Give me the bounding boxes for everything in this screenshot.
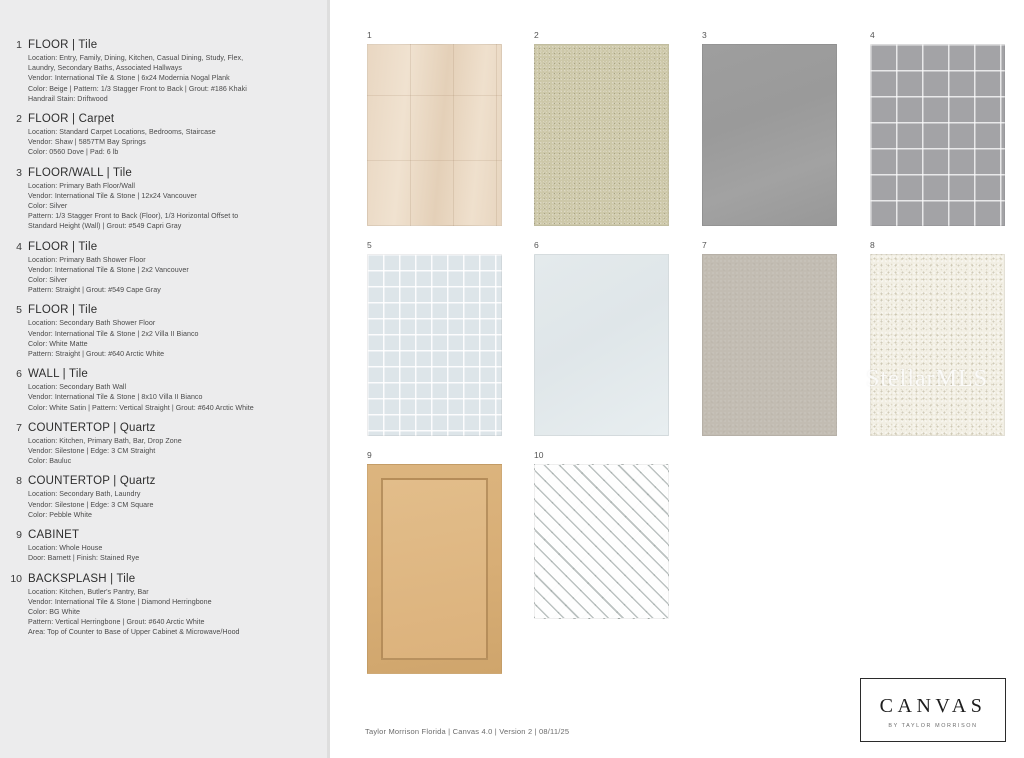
- spec-item-1: [6, 38, 304, 104]
- spec-detail-line: Location: Primary Bath Shower Floor: [28, 255, 146, 264]
- spec-item-10: [6, 572, 304, 638]
- spec-title: COUNTERTOP | Quartz: [28, 421, 156, 434]
- sample-4: [870, 30, 1005, 226]
- spec-title: COUNTERTOP | Quartz: [28, 475, 156, 488]
- spec-title: FLOOR | Tile: [28, 39, 98, 51]
- spec-title: FLOOR | Tile: [28, 240, 98, 253]
- wood-plank-swatch: [367, 44, 502, 226]
- spec-number: 2: [16, 113, 22, 126]
- taupe-quartz-swatch: [702, 254, 837, 436]
- spec-number: 4: [16, 240, 22, 253]
- spec-title: WALL | Tile: [28, 368, 88, 381]
- sample-number: 5: [367, 240, 372, 250]
- sample-number: 1: [367, 30, 372, 40]
- spec-detail-line: Color: White Satin | Pattern: Vertical Straight | Grout: #640 Arctic White: [28, 403, 254, 412]
- spec-number: 8: [16, 475, 22, 488]
- spec-detail-line: Location: Secondary Bath, Laundry: [28, 490, 141, 499]
- sample-3: [702, 30, 837, 226]
- sample-number: 3: [702, 30, 707, 40]
- sample-1: [367, 30, 502, 226]
- sample-number: 8: [870, 240, 875, 250]
- carpet-beige-swatch: [534, 44, 669, 226]
- sample-5: [367, 240, 502, 436]
- watermark: StellarMLS: [866, 366, 988, 392]
- spec-detail-line: Vendor: International Tile & Stone | 2x2 Vancouver: [28, 265, 189, 274]
- spec-item-5: [6, 303, 304, 359]
- spec-detail-line: Location: Whole House: [28, 544, 103, 553]
- spec-title: FLOOR | Carpet: [28, 113, 115, 126]
- spec-item-6: [6, 367, 304, 413]
- spec-detail-line: Vendor: Shaw | 5857TM Bay Springs: [28, 138, 146, 147]
- spec-number: 1: [16, 39, 22, 51]
- spec-detail-line: Location: Primary Bath Floor/Wall: [28, 181, 136, 190]
- spec-detail-line: Location: Kitchen, Primary Bath, Bar, Drop Zone: [28, 436, 182, 445]
- spec-item-4: [6, 240, 304, 296]
- spec-number: 9: [16, 529, 22, 542]
- spec-title: FLOOR/WALL | Tile: [28, 166, 132, 179]
- light-blue-mosaic-swatch: [367, 254, 502, 436]
- herringbone-tile-swatch: [534, 464, 669, 619]
- sample-number: 6: [534, 240, 539, 250]
- white-matte-tile-swatch: [534, 254, 669, 436]
- logo-subtitle: BY TAYLOR MORRISON: [888, 723, 978, 729]
- sample-number: 7: [702, 240, 707, 250]
- gray-grid-tile-swatch: [870, 44, 1005, 226]
- spec-detail-line: Location: Kitchen, Butler's Pantry, Bar: [28, 587, 149, 596]
- spec-detail-line: Vendor: Silestone | Edge: 3 CM Square: [28, 500, 154, 509]
- spec-detail-line: Vendor: International Tile & Stone | 6x24 Modernia Nogal Plank: [28, 74, 230, 83]
- spec-detail-line: Location: Secondary Bath Wall: [28, 383, 127, 392]
- spec-detail-line: Handrail Stain: Driftwood: [28, 94, 108, 103]
- spec-detail-line: Vendor: Silestone | Edge: 3 CM Straight: [28, 447, 156, 456]
- sample-9: [367, 450, 502, 674]
- cabinet-door-frame: [381, 478, 488, 660]
- spec-detail-line: Vendor: International Tile & Stone | 12x24 Vancouver: [28, 191, 197, 200]
- spec-item-7: [6, 421, 304, 467]
- spec-detail-line: Area: Top of Counter to Base of Upper Cabinet & Microwave/Hood: [28, 628, 240, 637]
- white-speckled-quartz-swatch: [870, 254, 1005, 436]
- spec-title: BACKSPLASH | Tile: [28, 572, 136, 585]
- sample-number: 4: [870, 30, 875, 40]
- material-sample-board: [330, 0, 1024, 758]
- sample-10: [534, 450, 669, 619]
- spec-item-2: [6, 112, 304, 158]
- spec-detail-line: Pattern: Vertical Herringbone | Grout: #640 Arctic White: [28, 618, 205, 627]
- spec-detail-line: Color: Silver: [28, 276, 68, 285]
- sample-number: 2: [534, 30, 539, 40]
- wood-cabinet-door-swatch: [367, 464, 502, 674]
- spec-detail-line: Color: Beige | Pattern: 1/3 Stagger Front to Back | Grout: #186 Khaki: [28, 84, 247, 93]
- spec-detail-line: Color: 0560 Dove | Pad: 6 lb: [28, 148, 119, 157]
- gray-solid-tile-swatch: [702, 44, 837, 226]
- spec-detail-line: Color: Pebble White: [28, 510, 93, 519]
- spec-title: FLOOR | Tile: [28, 304, 98, 317]
- sample-2: [534, 30, 669, 226]
- canvas-logo: [860, 678, 1006, 742]
- spec-detail-line: Location: Standard Carpet Locations, Bedrooms, Staircase: [28, 128, 216, 137]
- spec-detail-line: Vendor: International Tile & Stone | 2x2 Villa II Bianco: [28, 329, 199, 338]
- document-footer-note: Taylor Morrison Florida | Canvas 4.0 | Version 2 | 08/11/25: [365, 727, 570, 736]
- spec-detail-line: Pattern: Straight | Grout: #640 Arctic White: [28, 350, 165, 359]
- specification-panel: [0, 0, 330, 758]
- spec-detail-line: Pattern: 1/3 Stagger Front to Back (Floor), 1/3 Horizontal Offset to: [28, 212, 239, 221]
- spec-number: 7: [16, 421, 22, 434]
- spec-number: 6: [16, 368, 22, 381]
- spec-detail-line: Color: White Matte: [28, 339, 88, 348]
- spec-title: CABINET: [28, 529, 80, 542]
- spec-number: 3: [16, 166, 22, 179]
- spec-item-9: [6, 528, 304, 563]
- spec-detail-line: Standard Height (Wall) | Grout: #549 Capri Gray: [28, 222, 182, 231]
- spec-detail-line: Color: Bauluc: [28, 457, 72, 466]
- spec-detail-line: Laundry, Secondary Baths, Associated Hallways: [28, 64, 182, 73]
- spec-detail-line: Vendor: International Tile & Stone | 8x10 Villa II Bianco: [28, 393, 203, 402]
- spec-number: 10: [10, 572, 22, 585]
- spec-item-3: [6, 166, 304, 232]
- spec-detail-line: Color: Silver: [28, 202, 68, 211]
- spec-detail-line: Vendor: International Tile & Stone | Diamond Herringbone: [28, 597, 212, 606]
- sample-8: [870, 240, 1005, 436]
- sample-number: 10: [534, 450, 544, 460]
- sample-6: [534, 240, 669, 436]
- logo-title: CANVAS: [879, 695, 987, 717]
- spec-detail-line: Color: BG White: [28, 607, 80, 616]
- sample-number: 9: [367, 450, 372, 460]
- spec-item-8: [6, 474, 304, 520]
- sample-7: [702, 240, 837, 436]
- spec-detail-line: Location: Entry, Family, Dining, Kitchen, Casual Dining, Study, Flex,: [28, 54, 244, 62]
- spec-detail-line: Location: Secondary Bath Shower Floor: [28, 319, 156, 328]
- spec-detail-line: Pattern: Straight | Grout: #549 Cape Gray: [28, 286, 161, 295]
- spec-number: 5: [16, 304, 22, 317]
- spec-detail-line: Door: Barnett | Finish: Stained Rye: [28, 554, 140, 563]
